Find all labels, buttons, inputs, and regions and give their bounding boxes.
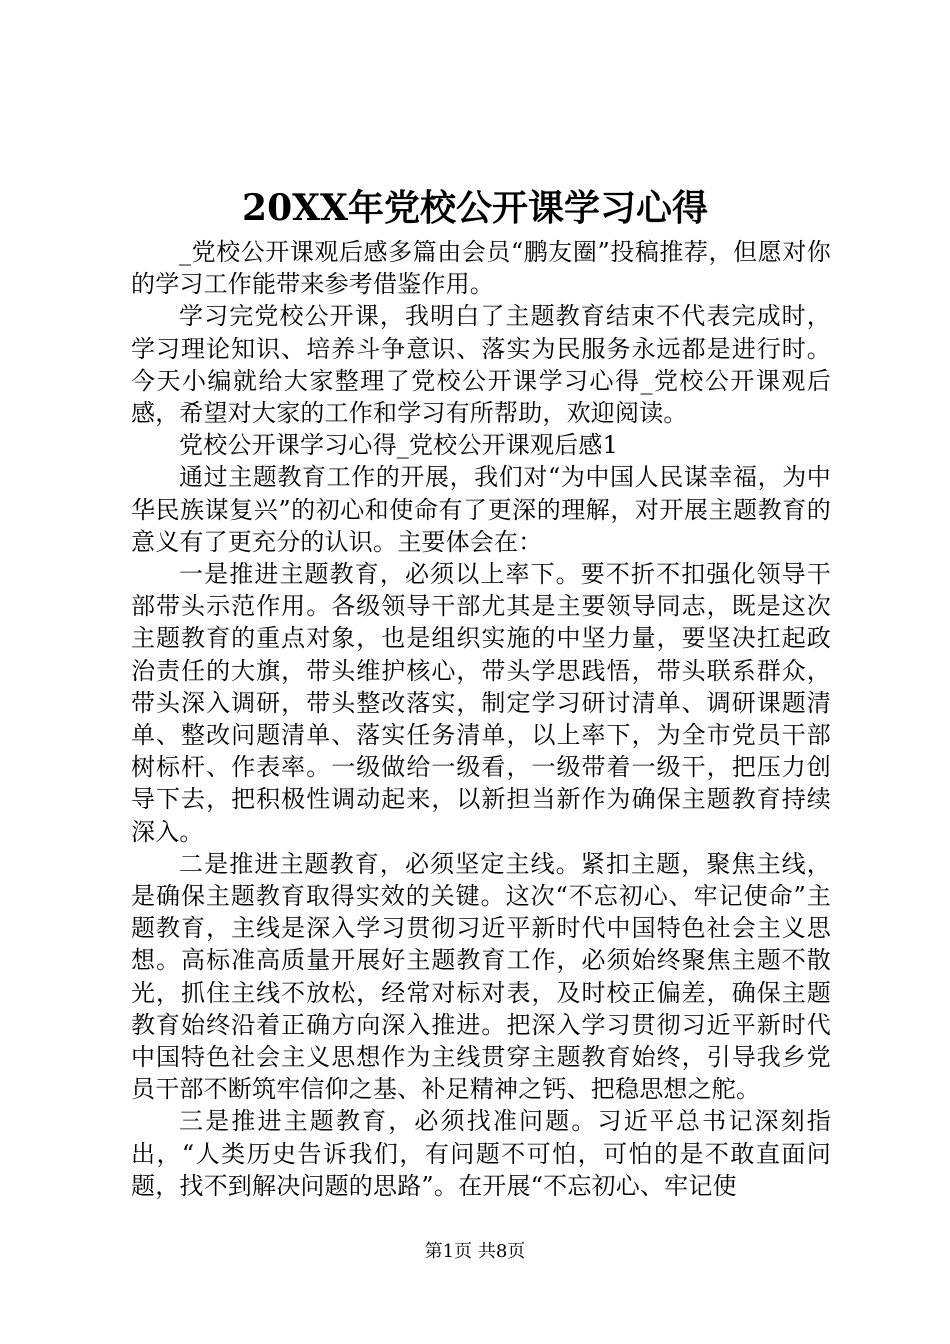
paragraph-point-one: 一是推进主题教育，必须以上率下。要不折不扣强化领导干部带头示范作用。各级领导干部尤其是主要领导同志，既是这次主题教育的重点对象，也是组织实施的中坚力量，要坚决扛起政治责任的大旗，带头维护核心，带头学思践悟，带头联系群众，带头深入调研，带头整改落实，制定学习研讨清单、调研课题清单、整改问题清单、落实任务清单，以上率下，为全市党员干部树标杆、作表率。一级做给一级看，一级带着一级干，把压力创导下去，把积极性调动起来，以新担当新作为确保主题教育持续深入。 — [131, 560, 831, 846]
document-title: 20XX年党校公开课学习心得 — [242, 187, 708, 229]
paragraph-point-two: 二是推进主题教育，必须坚定主线。紧扣主题，聚焦主线，是确保主题教育取得实效的关键。这次“不忘初心、牢记使命”主题教育，主线是深入学习贯彻习近平新时代中国特色社会主义思想。高标准高质量开展好主题教育工作，必须始终聚焦主题不散光，抓住主线不放松，经常对标对表，及时校正偏差，确保主题教育始终沿着正确方向深入推进。把深入学习贯彻习近平新时代中国特色社会主义思想作为主线贯穿主题教育始终，引导我乡党员干部不断筑牢信仰之基、补足精神之钙、把稳思想之舵。 — [131, 849, 831, 1104]
page-footer: 第1页 共8页 — [424, 1241, 526, 1262]
document-body — [131, 236, 831, 1202]
paragraph-intro: _党校公开课观后感多篇由会员“鹏友圈”投稿推荐，但愿对你的学习工作能带来参考借鉴作用。 — [131, 238, 831, 299]
paragraph-subheading: 党校公开课学习心得_党校公开课观后感1 — [179, 431, 619, 460]
paragraph-opening: 通过主题教育工作的开展，我们对“为中国人民谋幸福，为中华民族谋复兴”的初心和使命有了更深的理解，对开展主题教育的意义有了更充分的认识。主要体会在： — [131, 463, 831, 556]
paragraph-point-three: 三是推进主题教育，必须找准问题。习近平总书记深刻指出，“人类历史告诉我们，有问题不可怕，可怕的是不敢直面问题，找不到解决问题的思路”。在开展“不忘初心、牢记使 — [131, 1107, 831, 1200]
paragraph-summary: 学习完党校公开课，我明白了主题教育结束不代表完成时，学习理论知识、培养斗争意识、落实为民服务永远都是进行时。今天小编就给大家整理了党校公开课学习心得_党校公开课观后感，希望对大家的工作和学习有所帮助，欢迎阅读。 — [131, 302, 831, 428]
